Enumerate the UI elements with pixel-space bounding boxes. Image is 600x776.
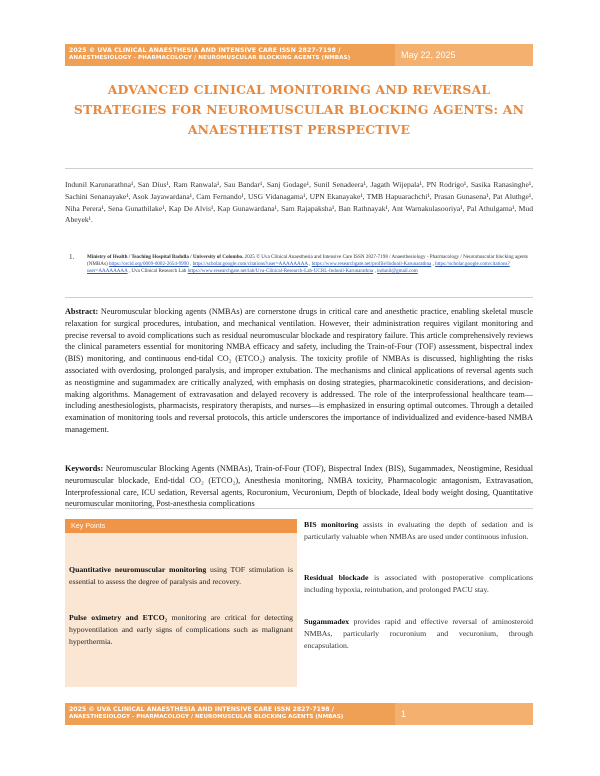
right-point-2 bbox=[304, 572, 533, 596]
key-point-1-text: using TOF stimulation is essential to assess the degree of paralysis and recovery. bbox=[69, 565, 293, 586]
author-list: Indunil Karunarathna¹, San Dius¹, Ram Ranwala¹, Sau Bandar¹, Sanj Godage¹, Sunil Senadeera¹, Jagath Wijepala¹, PN Rodrigo¹, Sasika Ranasinghe¹, Sachini Senanayake¹, Asok Jayawardana¹, Cam Fernando¹, USG Vidanagama¹, UPN Ekanayake¹, TMB Hapuarachchi¹, Prasan Gunasena¹, Pat Aluthge¹, Niha Perera¹, Sena Gunathilake¹, Kap De Alvis¹, Kap Gunawardana¹, Sam Rajapaksha¹, Ban Rathnayak¹, Ant Warnakulasooriya¹, Pal Athulgama¹, Mud Abeyek¹. bbox=[65, 180, 533, 225]
page-header bbox=[65, 44, 533, 66]
separator: , bbox=[373, 267, 377, 274]
page-footer bbox=[65, 703, 533, 725]
keywords bbox=[65, 463, 533, 510]
affiliation-number: 1. bbox=[69, 253, 75, 261]
footer-banner-line1: 2025 © UVA CLINICAL ANAESTHESIA AND INTENSIVE CARE ISSN 2827-7198 / bbox=[69, 706, 334, 713]
journal-banner-line2: ANAESTHESIOLOGY - PHARMACOLOGY / NEUROMUSCULAR BLOCKING AGENTS (NMBAS) bbox=[69, 54, 351, 61]
right-point-2-bold: Residual blockade bbox=[304, 573, 369, 582]
right-point-3 bbox=[304, 616, 533, 651]
orcid-link[interactable]: https://orcid.org/0009-0002-2654-9990 bbox=[108, 260, 189, 267]
keywords-text: Neuromuscular Blocking Agents (NMBAs), Train-of-Four (TOF), Bispectral Index (BIS), Sugammadex, Neostigmine, Residual neuromuscular blockade, End-tidal CO₂ (ETCO₂), Anesthesia monitoring, NMBA toxicity, Pharmacologic antagonism, Extravasation, Interprofessional care, ICU sedation, Reversal agents, Rocuronium, Vecuronium, Depth of blockade, Ideal body weight dosing, Quantitative neuromuscular monitoring, Post-anesthesia complications bbox=[65, 464, 533, 509]
lab-text: , Uva Clinical Research Lab bbox=[127, 267, 188, 274]
right-point-1-text: assists in evaluating the depth of sedation and is particularly valuable when NMBAs are used under continuous infusion. bbox=[304, 520, 534, 541]
key-point-2-text: monitoring are critical for detecting hypoventilation and early signs of complications such as malignant hyperthermia. bbox=[69, 613, 293, 646]
researchgate-link[interactable]: https://www.researchgate.net/profile/Indunil-Karunarathna bbox=[311, 260, 432, 267]
footer-banner bbox=[65, 703, 395, 725]
abstract-text: Neuromuscular blocking agents (NMBAs) are cornerstone drugs in critical care and anesthetic practice, enabling skeletal muscle relaxation for surgical procedures, intubation, and mechanical ventilation. However, their administration requires vigilant monitoring and precise reversal to avoid complications such as residual neuromuscular blockade and respiratory failure. This article comprehensively reviews the clinical parameters essential for monitoring NMBA efficacy and safety, including the Train-of-Four (TOF) assessment, bispectral index (BIS) monitoring, and continuous end-tidal CO₂ (ETCO₂) analysis. The toxicity profile of NMBAs is discussed, highlighting the risks associated with overdosing, prolonged paralysis, and improper extubation. The mechanisms and clinical applications of reversal agents such as neostigmine and sugammadex are critically analyzed, with emphasis on dosing strategies, pharmacokinetic considerations, and decision-making algorithms. Management of extravasation and delayed recovery is addressed. The role of the interprofessional healthcare team—including anesthesiologists, pharmacists, respiratory therapists, and nurses—is emphasized in ensuring optimal outcomes. Through a detailed examination of monitoring tools and reversal protocols, this article underscores the importance of individualized and evidence-based NMBA management. bbox=[65, 307, 533, 434]
separator: , bbox=[188, 260, 193, 267]
article-title: ADVANCED CLINICAL MONITORING AND REVERSAL STRATEGIES FOR NEUROMUSCULAR BLOCKING AGENTS: AN ANAESTHETIST PERSPECTIVE bbox=[73, 82, 525, 137]
key-points-heading: Key Points bbox=[65, 519, 297, 533]
right-point-1 bbox=[304, 519, 533, 543]
email-link[interactable]: indunil@gmail.com bbox=[377, 267, 418, 274]
abstract bbox=[65, 306, 533, 436]
separator: , bbox=[431, 260, 436, 267]
footer-banner-line2: ANAESTHESIOLOGY - PHARMACOLOGY / NEUROMUSCULAR BLOCKING AGENTS (NMBAS) bbox=[69, 713, 344, 720]
separator: , bbox=[307, 260, 312, 267]
keywords-divider bbox=[65, 508, 533, 509]
abstract-label: Abstract: bbox=[65, 307, 99, 316]
key-point-2-bold: Pulse oximetry and ETCO₂ bbox=[69, 613, 168, 622]
page-number: 1 bbox=[395, 703, 533, 725]
right-point-1-bold: BIS monitoring bbox=[304, 520, 359, 529]
key-point-1-bold: Quantitative neuromuscular monitoring bbox=[69, 565, 207, 574]
affiliation-divider bbox=[65, 297, 533, 298]
publication-date: May 22, 2025 bbox=[395, 44, 533, 66]
scholar-link-2[interactable]: https://scholar.google.com/citations?user=AAAAAAAA bbox=[87, 260, 510, 274]
journal-banner-line1: 2025 © UVA CLINICAL ANAESTHESIA AND INTENSIVE CARE ISSN 2827-7198 / bbox=[69, 47, 341, 54]
right-point-2-text: is associated with postoperative complications including hypoxia, reintubation, and prolonged PACU stay. bbox=[304, 573, 534, 594]
journal-banner bbox=[65, 44, 395, 66]
right-point-3-text: provides rapid and effective reversal of aminosteroid NMBAs, particularly rocuronium and vecuronium, through encapsulation. bbox=[304, 617, 533, 650]
affiliation-institution: Ministry of Health / Teaching Hospital Badulla / University of Colombo. bbox=[87, 254, 244, 260]
affiliation-text: 2025 © Uva Clinical Anaesthesia and Intensive Care ISSN 2827-7198 / Anaesthesiology - Pharmacology / Neuromuscular blocking agents (NMBAs) bbox=[87, 254, 528, 267]
scholar-link[interactable]: https://scholar.google.com/citations?user=AAAAAAAA bbox=[192, 260, 308, 267]
title-divider bbox=[65, 168, 533, 169]
key-points-box bbox=[65, 519, 297, 687]
lab-link[interactable]: https://www.researchgate.net/lab/Uva-Clinical-Research-Lab-UCRL-Indunil-Karunarathna bbox=[187, 267, 374, 274]
keywords-label: Keywords: bbox=[65, 464, 104, 473]
key-point-2 bbox=[69, 612, 293, 647]
affiliation bbox=[65, 254, 533, 275]
key-point-1 bbox=[69, 564, 293, 588]
right-point-3-bold: Sugammadex bbox=[304, 617, 350, 626]
